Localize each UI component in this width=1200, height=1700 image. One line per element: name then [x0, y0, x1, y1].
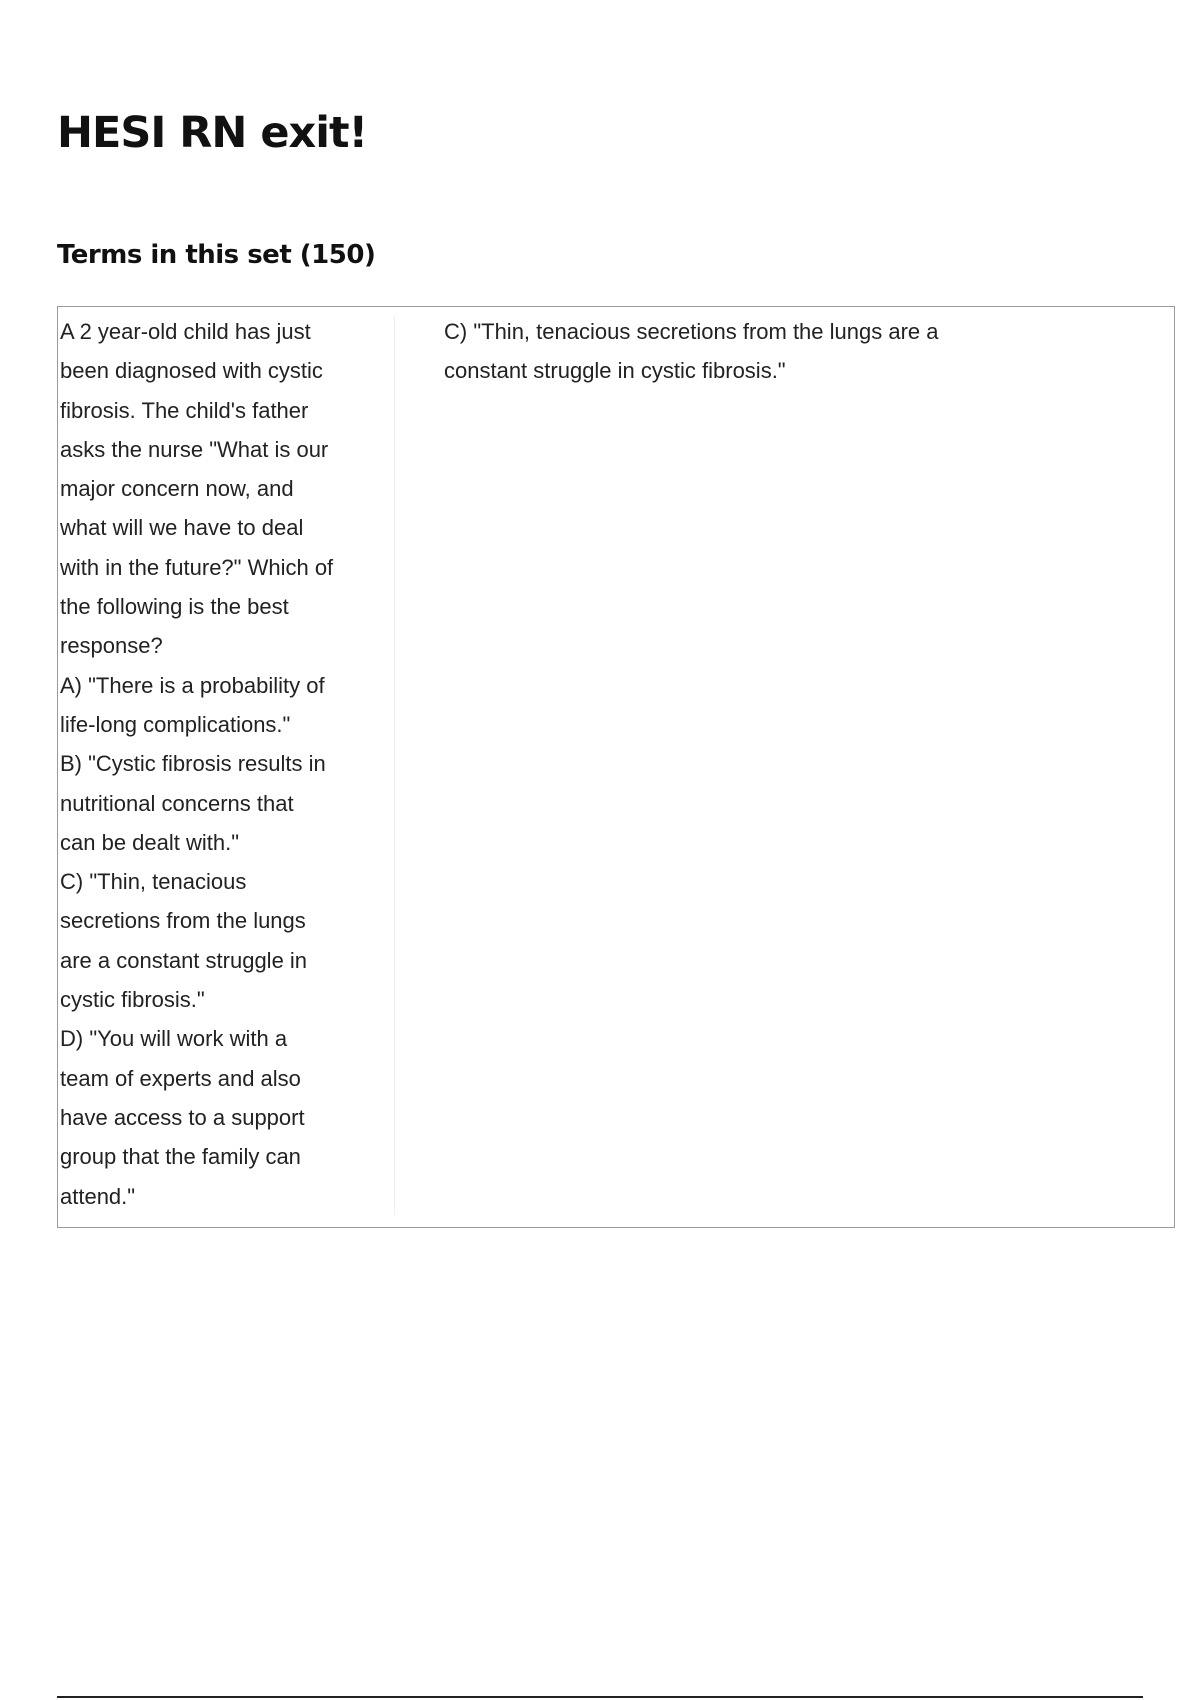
term-row: [58, 307, 1174, 1227]
footer-divider: [57, 1696, 1143, 1698]
term-answer: C) "Thin, tenacious secretions from the lungs are a constant struggle in cystic fibrosis.": [444, 319, 939, 384]
terms-table: [57, 306, 1175, 1228]
column-divider: [394, 315, 395, 1215]
page-title: HESI RN exit!: [57, 108, 368, 158]
terms-count-heading: Terms in this set (150): [57, 240, 376, 270]
term-question: A 2 year-old child has just been diagnosed with cystic fibrosis. The child's father asks the nurse "What is our major concern now, and what will we have to deal with in the future?" Which of the following is the best response? A) "There is a probability of life-long complications." B) "Cystic fibrosis results in nutritional concerns that can be dealt with." C) "Thin, tenacious secretions from the lungs are a constant struggle in cystic fibrosis." D) "You will work with a team of experts and also have access to a support group that the family can attend.": [60, 319, 334, 1209]
